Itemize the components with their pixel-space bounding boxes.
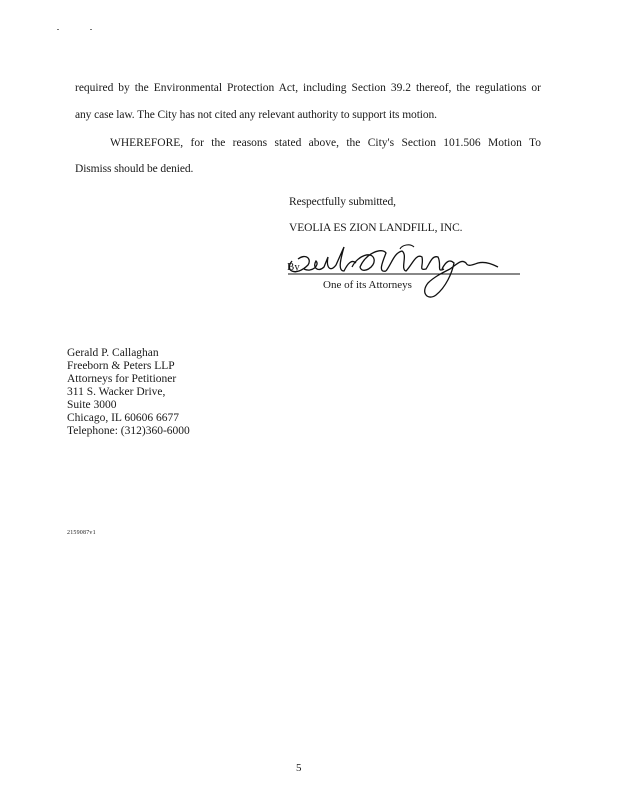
document-code: 2159087v1 [67,530,96,536]
counsel-suite: Suite 3000 [67,399,117,411]
body-line-2: any case law. The City has not cited any relevant authority to support its motion. [75,109,437,121]
company-name: VEOLIA ES ZION LANDFILL, INC. [289,222,463,234]
counsel-city: Chicago, IL 60606 6677 [67,412,180,424]
handwritten-signature [282,243,522,313]
body-line-1: required by the Environmental Protection Act, including Section 39.2 thereof, the regulations or [75,82,541,94]
counsel-name: Gerald P. Callaghan [67,347,159,359]
scan-speck [57,29,59,30]
body-line-4: Dismiss should be denied. [75,163,194,175]
by-prefix: By [287,261,300,273]
scan-speck [90,29,92,30]
page-number: 5 [296,762,302,774]
counsel-street: 311 S. Wacker Drive, [67,386,166,398]
body-line-3: WHEREFORE, for the reasons stated above, the City's Section 101.506 Motion To [110,137,541,149]
counsel-role: Attorneys for Petitioner [67,373,177,385]
counsel-telephone: Telephone: (312)360-6000 [67,425,190,437]
counsel-block [67,347,190,438]
counsel-firm: Freeborn & Peters LLP [67,360,175,372]
signature-caption: One of its Attorneys [323,279,412,291]
respectfully-submitted: Respectfully submitted, [289,196,396,208]
